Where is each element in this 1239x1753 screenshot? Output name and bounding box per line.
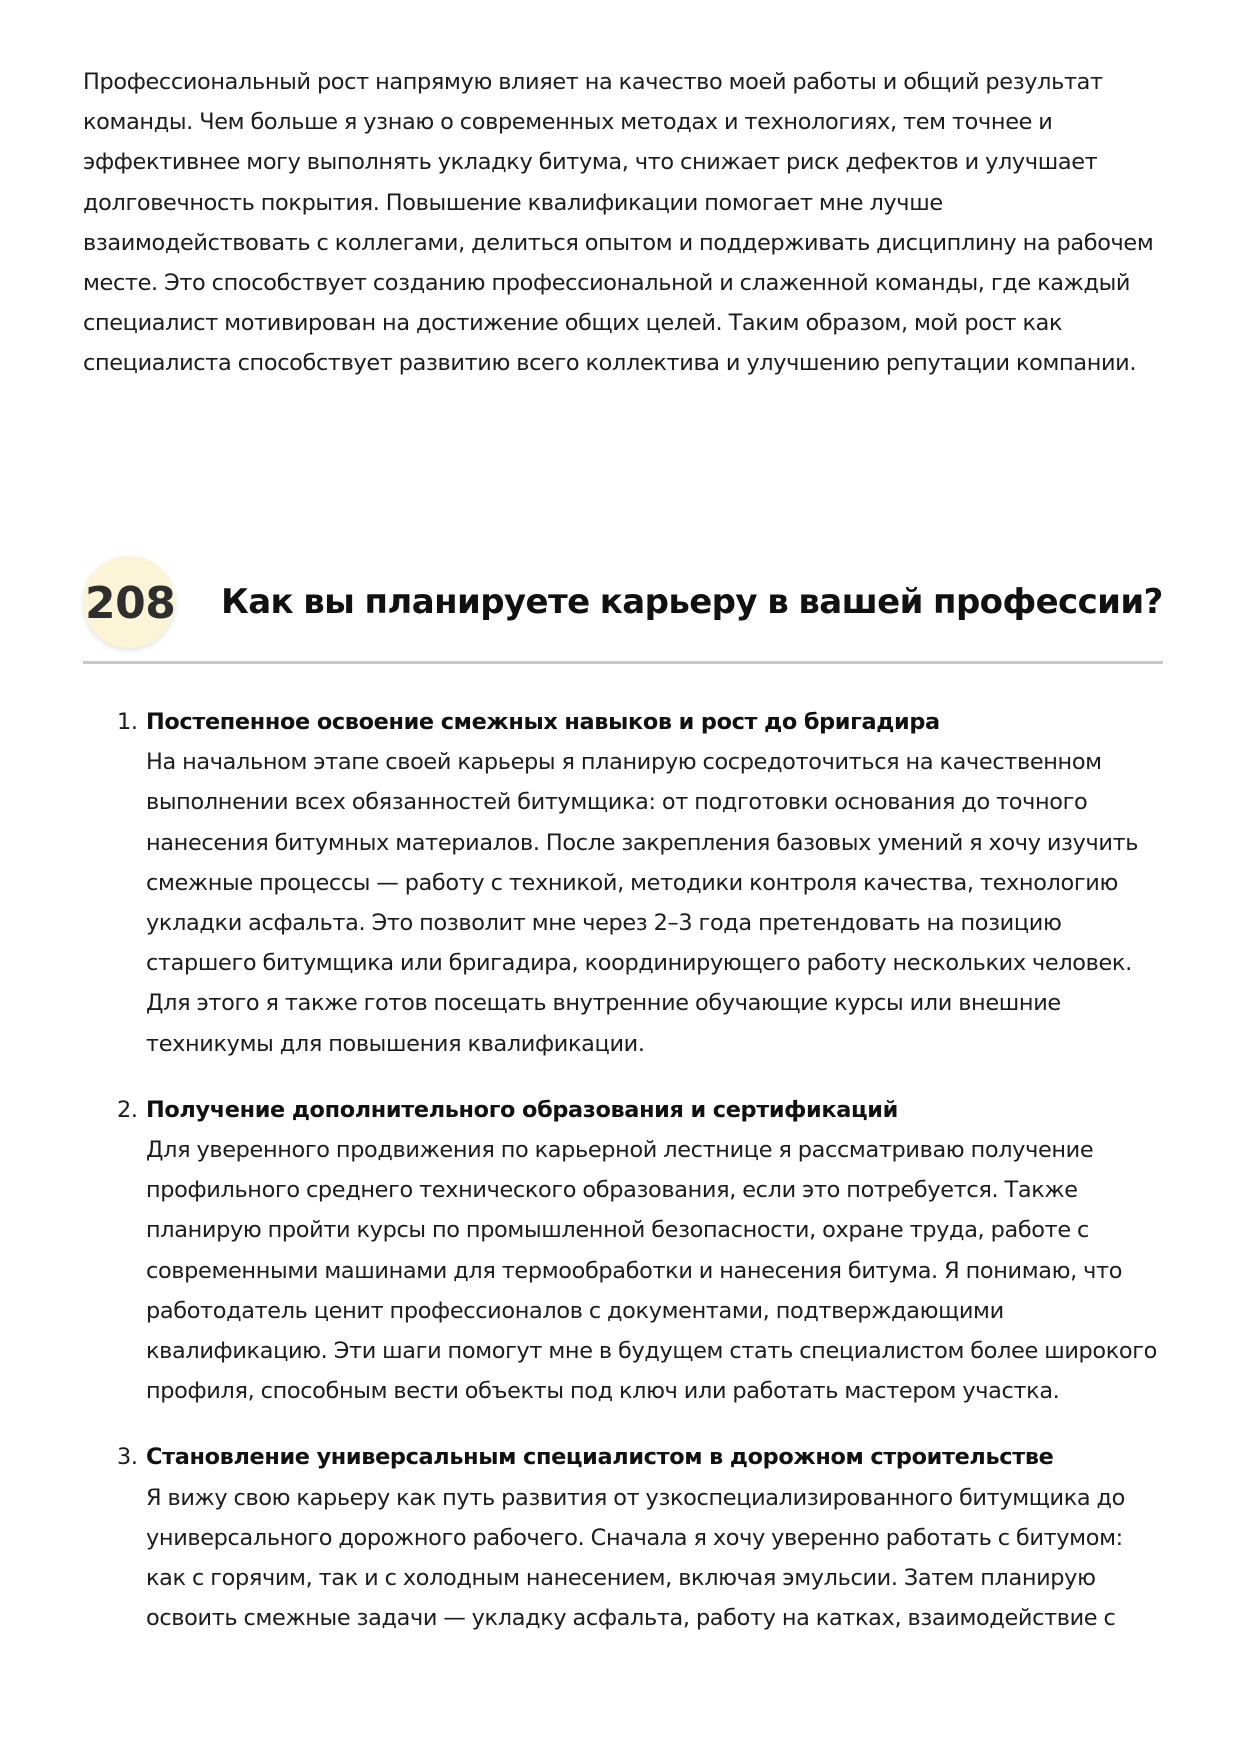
answer-number: 3. [117, 1444, 138, 1471]
answer-list [83, 702, 1163, 1664]
answer-heading: Становление универсальным специалистом в дорожном строительстве [146, 1444, 1054, 1471]
answer-body: Я вижу свою карьеру как путь развития от узкоспециализированного битумщика до универсального дорожного рабочего. Сначала я хочу уверенно работать с битумом: как с горячим, так и с холодным нанесением, включая эмульсии. Затем планирую освоить смежные задачи — укладку асфальта, работу на катках, взаимодействие с [146, 1484, 1126, 1632]
answer-heading: Постепенное освоение смежных навыков и рост до бригадира [146, 709, 940, 735]
answer-body: Для уверенного продвижения по карьерной лестнице я рассматриваю получение профильного среднего технического образования, если это потребуется. Также планирую пройти курсы по промышленной безопасности, охране труда, работе с современными машинами для термообработки и нанесения битума. Я понимаю, что работодатель ценит профессионалов с документами, подтверждающими квалификацию. Эти шаги помогут мне в будущем стать специалистом более широкого профиля, способным вести объекты под ключ или работать мастером участка. [146, 1137, 1158, 1405]
answer-number: 1. [117, 709, 138, 735]
answer-number: 2. [117, 1096, 138, 1123]
question-header [83, 556, 1163, 664]
answer-item-2 [83, 1090, 1163, 1412]
question-title: Как вы планируете карьеру в вашей профессии? [221, 582, 1163, 622]
answer-heading: Получение дополнительного образования и сертификаций [146, 1096, 898, 1123]
intro-paragraph: Профессиональный рост напрямую влияет на качество моей работы и общий результат команды. Чем больше я узнаю о современных методах и технологиях, тем точнее и эффективнее могу выполнять укладку битума, что снижает риск дефектов и улучшает долговечность покрытия. Повышение квалификации помогает мне лучше взаимодействовать с коллегами, делиться опытом и поддерживать дисциплину на рабочем месте. Это способствует созданию профессиональной и слаженной команды, где каждый специалист мотивирован на достижение общих целей. Таким образом, мой рост как специалиста способствует развитию всего коллектива и улучшению репутации компании. [83, 69, 1154, 377]
question-number: 208 [85, 578, 176, 629]
answer-body: На начальном этапе своей карьеры я планирую сосредоточиться на качественном выполнении всех обязанностей битумщика: от подготовки основания до точного нанесения битумных материалов. После закрепления базовых умений я хочу изучить смежные процессы — работу с техникой, методики контроля качества, технологию укладки асфальта. Это позволит мне через 2–3 года претендовать на позицию старшего битумщика или бригадира, координирующего работу нескольких человек. Для этого я также готов посещать внутренние обучающие курсы или внешние техникумы для повышения квалификации. [146, 749, 1139, 1057]
answer-item-1 [83, 702, 1163, 1064]
document-page [83, 0, 1163, 1753]
answer-item-3 [83, 1437, 1163, 1638]
